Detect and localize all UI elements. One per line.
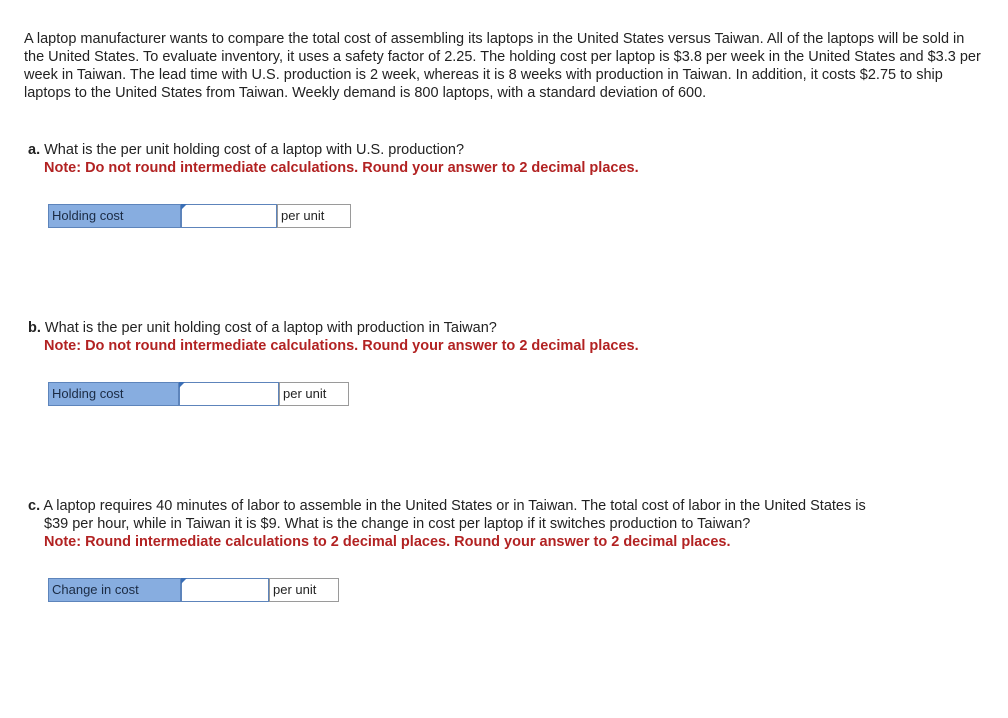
answer-a-input[interactable] [181, 204, 277, 228]
question-c-text-line1: A laptop requires 40 minutes of labor to assemble in the United States or in Taiwan. The total cost of labor in the United States is [43, 498, 866, 514]
answer-c-unit: per unit [269, 578, 339, 602]
question-c-note: Note: Round intermediate calculations to 2 decimal places. Round your answer to 2 decimal places. [44, 534, 731, 550]
answer-row-b [48, 382, 349, 406]
answer-c-input[interactable] [181, 578, 269, 602]
answer-row-a [48, 204, 351, 228]
problem-statement: A laptop manufacturer wants to compare the total cost of assembling its laptops in the United States versus Taiwan. All of the laptops will be sold in the United States. To evaluate inventory, it uses a safety factor of 2.25. The holding cost per laptop is $3.8 per week in the United States and $3.3 per week in Taiwan. The lead time with U.S. production is 2 week, whereas it is 8 weeks with production in Taiwan. In addition, it costs $2.75 to ship laptops to the United States from Taiwan. Weekly demand is 800 laptops, with a standard deviation of 600. [24, 31, 981, 101]
question-c-letter: c. [28, 498, 41, 514]
answer-b-label: Holding cost [48, 382, 179, 406]
question-b [28, 319, 978, 355]
question-c-text-line2: $39 per hour, while in Taiwan it is $9. What is the change in cost per laptop if it switches production to Taiwan? [44, 516, 751, 532]
answer-a-unit: per unit [277, 204, 351, 228]
answer-row-c [48, 578, 339, 602]
question-a-letter: a. [28, 142, 41, 158]
question-b-letter: b. [28, 320, 41, 336]
answer-b-unit: per unit [279, 382, 349, 406]
input-flag-icon [181, 204, 187, 210]
question-c [28, 497, 978, 551]
question-b-note: Note: Do not round intermediate calculations. Round your answer to 2 decimal places. [44, 338, 639, 354]
input-flag-icon [179, 382, 185, 388]
answer-a-label: Holding cost [48, 204, 181, 228]
question-b-text: What is the per unit holding cost of a laptop with production in Taiwan? [44, 320, 497, 336]
question-a-note: Note: Do not round intermediate calculations. Round your answer to 2 decimal places. [44, 160, 639, 176]
question-a [28, 141, 978, 177]
question-a-text: What is the per unit holding cost of a laptop with U.S. production? [44, 142, 465, 158]
input-flag-icon [181, 578, 187, 584]
answer-b-input[interactable] [179, 382, 279, 406]
answer-c-label: Change in cost [48, 578, 181, 602]
